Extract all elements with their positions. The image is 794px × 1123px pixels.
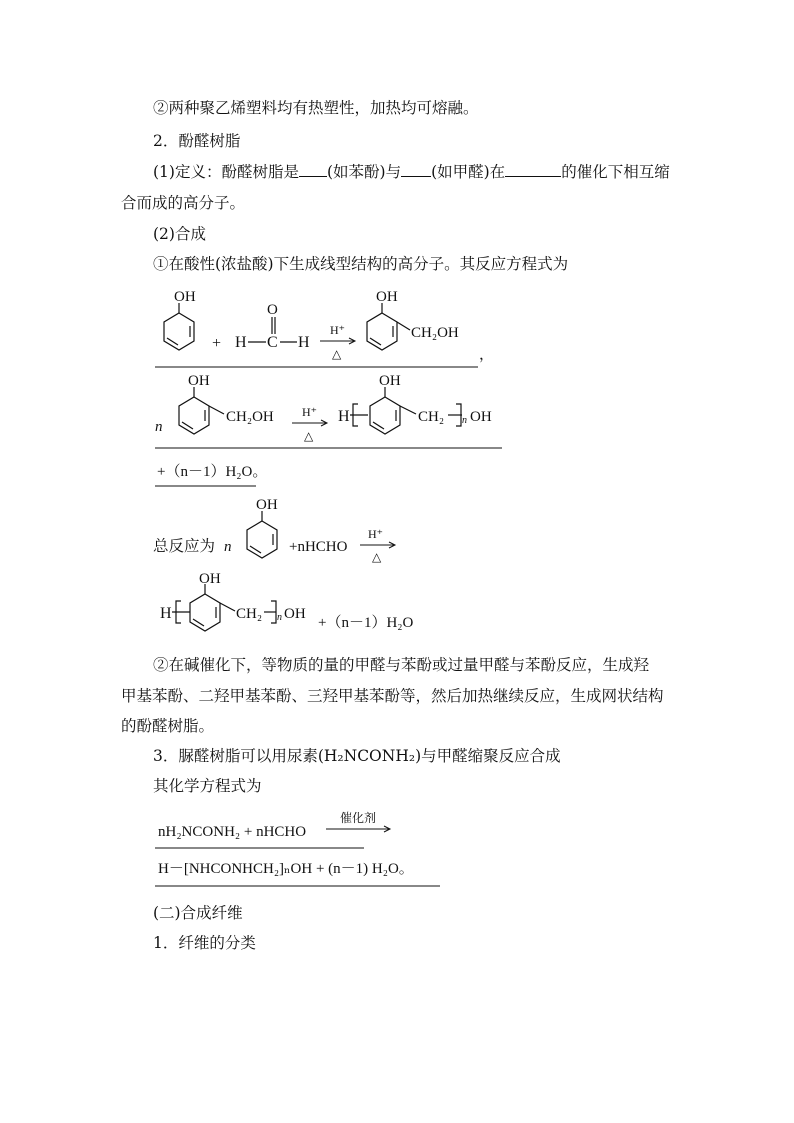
hydroxyl-label: OH bbox=[379, 373, 401, 389]
hydroxyl-label: OH bbox=[199, 571, 221, 587]
definition-text-1: (1)定义：酚醛树脂是 bbox=[153, 163, 299, 181]
benzene-ring-product bbox=[367, 303, 410, 350]
definition-text-2: (如苯酚)与 bbox=[326, 163, 402, 181]
acid-catalyst-label: H⁺ bbox=[302, 405, 317, 419]
comma: ， bbox=[479, 347, 495, 363]
definition-text-4: 的催化下相互缩 bbox=[561, 163, 670, 181]
section-heading: 1．纤维的分类 bbox=[153, 934, 256, 952]
subscript-n: n bbox=[277, 612, 282, 623]
hydrogen-label: H bbox=[160, 605, 172, 622]
hydrogen-label: H bbox=[235, 334, 247, 351]
hydrogen-label: H bbox=[298, 334, 310, 351]
hydrogen-label: H bbox=[338, 408, 350, 425]
hydroxyl-end: OH bbox=[470, 409, 492, 425]
formaldehyde-label: +nHCHO bbox=[289, 539, 348, 555]
section-heading: 2．酚醛树脂 bbox=[153, 132, 241, 150]
acid-catalyst-label: H⁺ bbox=[368, 527, 383, 541]
heat-label: △ bbox=[372, 550, 382, 564]
oxygen-label: O bbox=[267, 302, 278, 318]
subsection-heading: (2)合成 bbox=[153, 225, 206, 243]
hydroxyl-label: OH bbox=[174, 289, 196, 305]
hydroxyl-label: OH bbox=[256, 497, 278, 513]
total-reaction-label: 总反应为 bbox=[153, 537, 216, 555]
coefficient-n: n bbox=[155, 419, 163, 435]
methylene-label: CH₂ bbox=[418, 409, 445, 425]
definition-text-3: (如甲醛)在 bbox=[431, 163, 506, 181]
plus-sign: + bbox=[212, 335, 222, 352]
section-heading: (二)合成纤维 bbox=[153, 904, 243, 922]
subscript-n: n bbox=[462, 415, 467, 426]
catalyst-label: 催化剂 bbox=[340, 811, 377, 825]
paragraph-line: 合而成的高分子。 bbox=[121, 194, 246, 212]
paragraph-line: ②两种聚乙烯塑料均有热塑性，加热均可熔融。 bbox=[153, 99, 479, 117]
heat-label: △ bbox=[304, 429, 314, 443]
heat-label: △ bbox=[332, 347, 342, 361]
hydroxyl-label: OH bbox=[376, 289, 398, 305]
benzene-ring-polymer bbox=[190, 584, 235, 631]
paragraph-line: ②在碱催化下，等物质的量的甲醛与苯酚或过量甲醛与苯酚反应，生成羟 bbox=[153, 656, 650, 674]
section-heading: 3．脲醛树脂可以用尿素(H₂NCONH₂)与甲醛缩聚反应合成 bbox=[153, 747, 561, 765]
equation-phenol-formaldehyde bbox=[155, 289, 494, 367]
equation-polymerization bbox=[155, 373, 502, 486]
hydroxymethyl-label: CH₂OH bbox=[411, 325, 459, 341]
equation-total bbox=[160, 497, 414, 631]
coefficient-n: n bbox=[224, 539, 232, 555]
paragraph-line: ①在酸性(浓盐酸)下生成线型结构的高分子。其反应方程式为 bbox=[153, 255, 569, 273]
hydroxymethyl-label: CH₂OH bbox=[226, 409, 274, 425]
hydroxyl-end: OH bbox=[284, 606, 306, 622]
urea-product: H－[NHCONHCH₂]ₙOH + (n－1) H₂O。 bbox=[158, 861, 414, 877]
paragraph-line: 甲基苯酚、二羟甲基苯酚、三羟甲基苯酚等，然后加热继续反应，生成网状结构 bbox=[121, 687, 664, 705]
paragraph-line: 其化学方程式为 bbox=[153, 777, 262, 795]
byproduct-water: +（n－1）H₂O bbox=[318, 615, 414, 631]
benzene-ring-phenol bbox=[164, 303, 194, 350]
urea-reactants: nH₂NCONH₂ + nHCHO bbox=[158, 824, 307, 840]
byproduct-water: +（n－1）H₂O。 bbox=[157, 464, 268, 480]
benzene-ring-polymer bbox=[370, 387, 416, 434]
benzene-ring-phenol bbox=[247, 511, 277, 558]
equation-urea-formaldehyde bbox=[155, 810, 440, 886]
carbon-label: C bbox=[267, 334, 278, 351]
paragraph-line: 的酚醛树脂。 bbox=[121, 717, 215, 735]
acid-catalyst-label: H⁺ bbox=[330, 323, 345, 337]
methylene-label: CH₂ bbox=[236, 606, 263, 622]
hydroxyl-label: OH bbox=[188, 373, 210, 389]
benzene-ring-monomer bbox=[179, 387, 224, 434]
